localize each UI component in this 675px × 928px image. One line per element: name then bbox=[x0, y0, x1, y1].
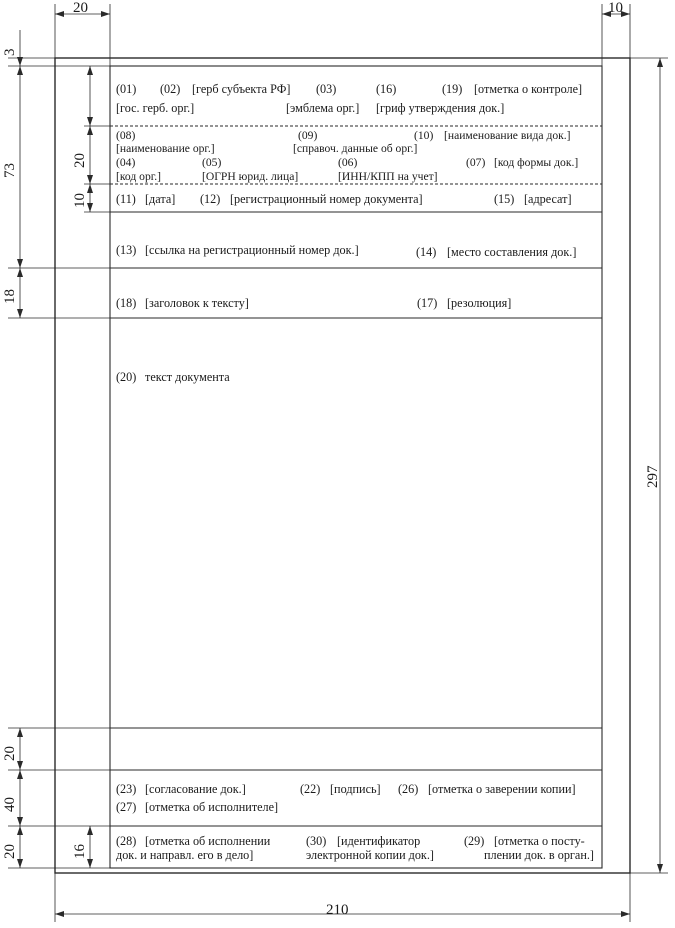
field-27: (27) bbox=[116, 800, 137, 814]
field-place: [место составления док.] bbox=[447, 245, 577, 259]
arrowhead bbox=[17, 66, 23, 75]
arrowhead bbox=[87, 826, 93, 835]
arrowhead bbox=[87, 126, 93, 135]
field-23: (23) bbox=[116, 782, 137, 796]
field-14: (14) bbox=[416, 245, 437, 259]
arrowhead bbox=[17, 817, 23, 826]
field-22: (22) bbox=[300, 782, 321, 796]
arrowhead bbox=[87, 184, 93, 193]
field-03: (03) bbox=[316, 82, 337, 96]
dim-label-inner-10: 10 bbox=[72, 193, 88, 208]
field-inn: [ИНН/КПП на учет] bbox=[338, 170, 438, 183]
arrowhead bbox=[17, 826, 23, 835]
field-20: (20) bbox=[116, 370, 137, 384]
dim-label-margin-right: 10 bbox=[608, 0, 623, 16]
field-01: (01) bbox=[116, 82, 137, 96]
field-reg-num: [регистрационный номер документа] bbox=[230, 192, 423, 206]
field-08: (08) bbox=[116, 129, 136, 142]
dim-label-margin-top: 3 bbox=[2, 48, 18, 56]
field-exec-mark-line1: [отметка об исполнении bbox=[145, 834, 271, 848]
field-grif: [гриф утверждения док.] bbox=[376, 101, 505, 115]
dim-label-20a: 20 bbox=[2, 746, 18, 761]
dim-label-page-width: 210 bbox=[326, 902, 349, 918]
arrowhead bbox=[17, 259, 23, 268]
field-ident-line2: электронной копии док.] bbox=[306, 848, 434, 862]
dim-label-20b: 20 bbox=[2, 844, 18, 859]
field-18: (18) bbox=[116, 296, 137, 310]
field-emblem: [эмблема орг.] bbox=[286, 101, 360, 115]
field-ident-line1: [идентификатор bbox=[337, 834, 421, 848]
field-26: (26) bbox=[398, 782, 419, 796]
arrowhead bbox=[55, 11, 64, 17]
arrowhead bbox=[657, 864, 663, 873]
field-certification: [отметка о заверении копии] bbox=[428, 782, 576, 796]
field-executor: [отметка об исполнителе] bbox=[145, 800, 279, 814]
field-gos-gerb: [гос. герб. орг.] bbox=[116, 101, 195, 115]
field-17: (17) bbox=[417, 296, 438, 310]
field-29: (29) bbox=[464, 834, 485, 848]
field-document-text: текст документа bbox=[145, 370, 230, 384]
field-sprav: [справоч. данные об орг.] bbox=[293, 142, 418, 155]
field-07: (07) bbox=[466, 156, 486, 169]
field-15: (15) bbox=[494, 192, 515, 206]
field-05: (05) bbox=[202, 156, 222, 169]
field-16: (16) bbox=[376, 82, 397, 96]
field-02: (02) bbox=[160, 82, 181, 96]
dim-label-inner-20: 20 bbox=[72, 153, 88, 168]
field-exec-mark-line2: док. и направл. его в дело] bbox=[116, 848, 254, 862]
arrowhead bbox=[55, 911, 64, 917]
field-12: (12) bbox=[200, 192, 221, 206]
field-30: (30) bbox=[306, 834, 327, 848]
field-kod-org: [код орг.] bbox=[116, 170, 161, 183]
arrowhead bbox=[17, 309, 23, 318]
field-06: (06) bbox=[338, 156, 358, 169]
field-28: (28) bbox=[116, 834, 137, 848]
arrowhead bbox=[87, 175, 93, 184]
field-ref: [ссылка на регистрационный номер док.] bbox=[145, 243, 359, 257]
arrowhead bbox=[17, 761, 23, 770]
field-receipt-line1: [отметка о посту- bbox=[494, 834, 585, 848]
dim-label-73: 73 bbox=[2, 163, 18, 178]
arrowhead bbox=[101, 11, 110, 17]
field-02-label: [герб субъекта РФ] bbox=[192, 82, 291, 96]
field-addressee: [адресат] bbox=[524, 192, 572, 206]
field-19: (19) bbox=[442, 82, 463, 96]
field-receipt-line2: плении док. в орган.] bbox=[484, 848, 594, 862]
dim-label-margin-left: 20 bbox=[73, 0, 88, 16]
field-11: (11) bbox=[116, 192, 136, 206]
arrowhead bbox=[17, 268, 23, 277]
arrowhead bbox=[87, 859, 93, 868]
field-19-label: [отметка о контроле] bbox=[474, 82, 583, 96]
arrowhead bbox=[17, 57, 23, 66]
field-ogrn: [ОГРН юрид. лица] bbox=[202, 170, 299, 183]
dim-label-40: 40 bbox=[2, 797, 18, 812]
arrowhead bbox=[17, 728, 23, 737]
field-date: [дата] bbox=[145, 192, 176, 206]
dim-label-18: 18 bbox=[2, 289, 18, 304]
field-09: (09) bbox=[298, 129, 318, 142]
arrowhead bbox=[657, 58, 663, 67]
field-heading: [заголовок к тексту] bbox=[145, 296, 249, 310]
arrowhead bbox=[17, 770, 23, 779]
field-signature: [подпись] bbox=[330, 782, 381, 796]
arrowhead bbox=[87, 117, 93, 126]
field-13: (13) bbox=[116, 243, 137, 257]
field-10: (10) bbox=[414, 129, 434, 142]
arrowhead bbox=[87, 66, 93, 75]
field-04: (04) bbox=[116, 156, 136, 169]
field-org-name: [наименование орг.] bbox=[116, 142, 215, 155]
field-approval: [согласование док.] bbox=[145, 782, 246, 796]
field-resolution: [резолюция] bbox=[447, 296, 512, 310]
dim-label-inner-16: 16 bbox=[72, 844, 88, 859]
dim-label-page-height: 297 bbox=[645, 465, 661, 488]
arrowhead bbox=[621, 911, 630, 917]
working-area bbox=[110, 66, 602, 868]
field-10-label: [наименование вида док.] bbox=[444, 129, 571, 142]
arrowhead bbox=[17, 859, 23, 868]
field-07-label: [код формы док.] bbox=[494, 156, 579, 169]
